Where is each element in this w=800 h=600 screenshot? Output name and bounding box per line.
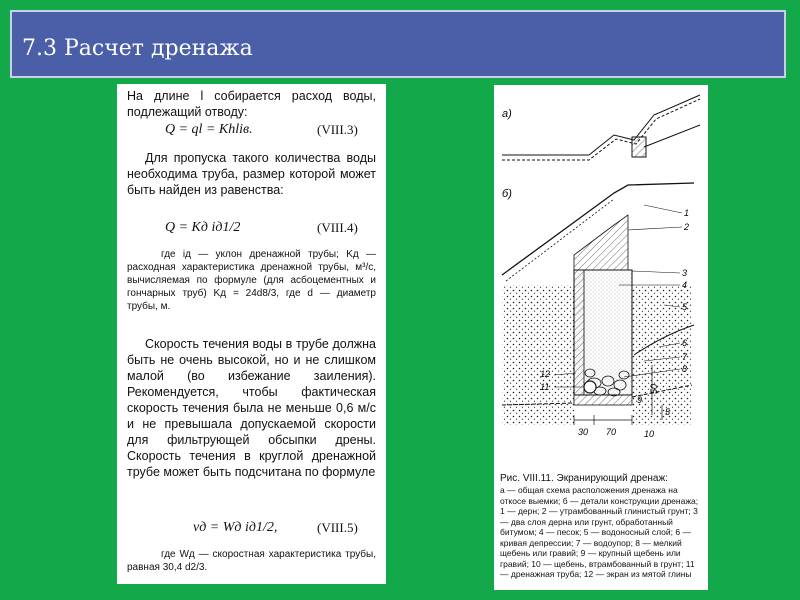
equation-number-viii-5: (VIII.5)	[317, 520, 358, 535]
callout-7: 7	[682, 352, 688, 362]
equation-number-viii-3: (VIII.3)	[317, 122, 358, 137]
callout-2: 2	[684, 222, 690, 232]
diagram-b-section	[502, 183, 694, 425]
callout-5: 5	[682, 302, 688, 312]
drainage-figure	[494, 85, 708, 465]
equation-number-viii-4: (VIII.4)	[317, 220, 358, 235]
callout-1: 1	[684, 208, 690, 218]
figure-label-b: б)	[502, 188, 512, 200]
callout-4: 4	[682, 280, 688, 290]
where-note-2: где Wд — скоростная характеристика трубы, равная 30,4 d2/3.	[127, 549, 376, 573]
paragraph-3: Скорость течения воды в трубе должна быть не очень высокой, но и не слишком малой (во избежание заиления). Рекомендуется, чтобы фактическая скорость течения была не меньше 0,6 м/с и не превышала допускаемой скорости для фильтрующей обсыпки дрены. Скорость течения в круглой дренажной трубе может быть подсчитана по формуле	[127, 337, 376, 479]
right-figure-page	[494, 85, 708, 590]
callout-6: 6	[682, 338, 688, 348]
paragraph-2: Для пропуска такого количества воды необходима труба, размер которой может быть найден из равенства:	[127, 151, 376, 197]
slide-title-bar	[10, 10, 786, 78]
figure-caption	[500, 473, 704, 580]
callout-8: 8	[682, 364, 688, 374]
callout-3: 3	[682, 268, 688, 278]
formula-viii-3: Q = ql = Khliв.	[165, 122, 253, 137]
caption-title: Рис. VIII.11. Экранирующий дренаж:	[500, 473, 668, 484]
paragraph-1: На длине l собирается расход воды, подлежащий отводу:	[127, 89, 376, 119]
left-text-page	[117, 84, 386, 584]
callout-10: 10	[644, 429, 655, 439]
callout-9: 9	[637, 395, 643, 405]
where-note-1: где iд — уклон дренажной трубы; Kд — расходная характеристика дренажной трубы, м³/с, вычисляемая по формуле (для асбоцементных и гончарных труб) Kд = 24d8/3, где d — диаметр трубы, м.	[127, 249, 376, 312]
caption-text: а — общая схема расположения дренажа на откосе выемки; б — детали конструкции дренажа; 1 — дерн; 2 — утрамбованный глинистый грунт; 3 — два слоя дерна или грунт, обработанный битумом; 4 — песок; 5 — водоносный слой; 6 — кривая депрессии; 7 — водоупор; 8 — мелкий щебень или гравий; 9 — крупный щебень или гравий; 10 — щебень, втрамбованный в грунт; 11 — дренажная труба; 12 — экран из мятой глины	[500, 485, 699, 579]
dimension-30: 30	[578, 427, 589, 437]
figure-label-a: а)	[502, 108, 512, 120]
slide-title: 7.3 Расчет дренажа	[22, 36, 253, 61]
dimension-50: 50	[649, 383, 659, 394]
dimension-5: 5	[665, 407, 671, 417]
callout-12: 12	[540, 369, 551, 379]
diagram-a-slope	[502, 95, 700, 160]
formula-viii-5: vд = Wд iд1/2,	[193, 520, 278, 535]
formula-viii-4: Q = Kд iд1/2	[165, 220, 241, 235]
callout-11: 11	[540, 382, 550, 392]
dimension-70: 70	[606, 427, 617, 437]
